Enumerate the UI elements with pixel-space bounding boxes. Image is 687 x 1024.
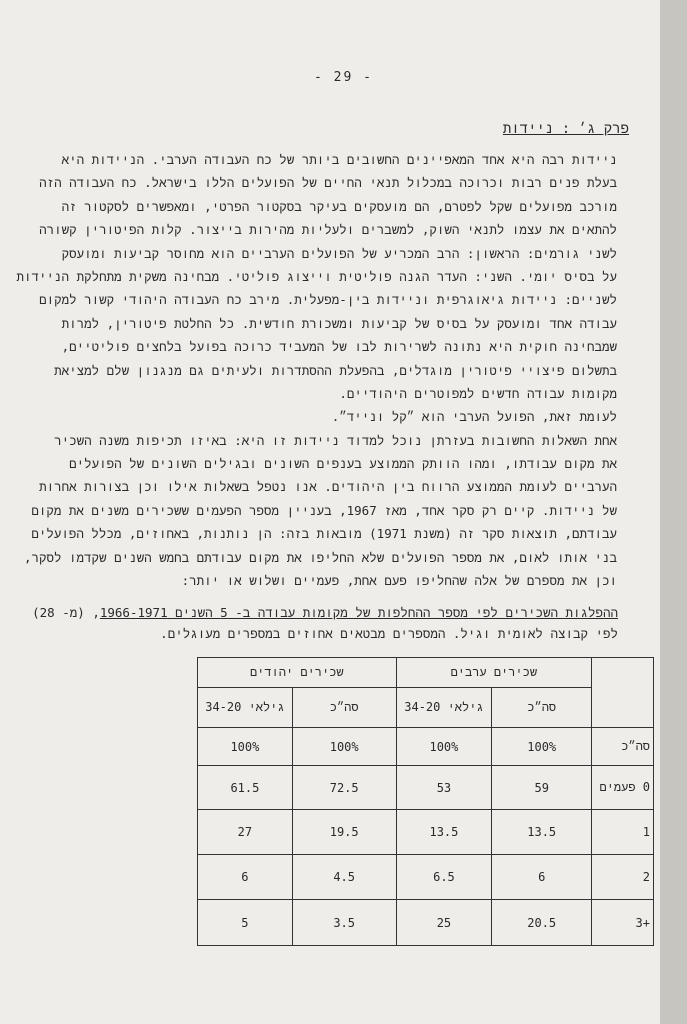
- text-line: של ניידות. קיים רק סקר אחד, מאז 1967, בעניין מספר הפעמים ששכירים משנים את מקום: [31, 502, 617, 518]
- page-number: - 29 -: [314, 70, 373, 85]
- header-jewish-total: סה״כ: [292, 688, 396, 728]
- cell-arab-total: 20.5: [492, 900, 592, 946]
- table-header-row: [198, 658, 654, 688]
- text-line: על בסיס יומי. השני: העדר הגנה פוליטית וייצוג פוליטי. מבחינה משקית מתחלקת הניידות: [16, 268, 617, 284]
- text-line: לשני גורמים: הראשון: הרב המכריע של הפועלים הערביים הוא מחוסר קביעות ומועסק: [61, 245, 617, 261]
- header-jewish-age: גילאי 34-20: [198, 688, 293, 728]
- cell-arab-total: 59: [492, 766, 592, 810]
- chapter-heading: פרק ג׳ : ניידות: [502, 121, 629, 137]
- corner-cell: [592, 658, 654, 728]
- header-arab-workers: שכירים ערבים: [396, 658, 592, 688]
- text-line: לעומת זאת, הפועל הערבי הוא ״קל ונייד״.: [331, 409, 617, 425]
- row-label: 0 פעמים: [592, 766, 654, 810]
- table-row: [198, 855, 654, 900]
- text-line: עבודתם, תוצאות סקר זה (משנת 1971) מובאות בזה: הן נותנות, באחוזים, מכלל הפועלים: [31, 526, 617, 542]
- table-title: ההפלגות השכירים לפי מספר ההחלפות של מקומות עבודה ב- 5 השנים 1966-1971: [99, 605, 618, 620]
- cell-arab-age: 53: [396, 766, 492, 810]
- text-line: בתשלום פיצויי פיטורין מוגדלים, בהפעלת ההסתדרות ולעיתים גם מנגנון שלם למציאת: [54, 362, 617, 378]
- table-caption: [32, 602, 618, 644]
- table-row: [198, 900, 654, 946]
- row-label: 2: [592, 855, 654, 900]
- cell-arab-age: 25: [396, 900, 492, 946]
- text-line: בעלת פנים רבות וכרוכה במכלול תנאי החיים של הפועלים הללו בישראל. כח העבודה הזה: [39, 175, 617, 191]
- text-line: אחת השאלות החשובות בעזרתן נוכל למדוד ניידות זו היא: באיזו תכיפות משנה השכיר: [54, 432, 617, 448]
- mobility-table: [197, 657, 654, 946]
- text-line: את מקום עבודתו, ומהו הוותק הממוצע בענפים השונים ובגילים השונים של הפועלים: [69, 456, 617, 472]
- cell-jewish-age: 61.5: [198, 766, 293, 810]
- table-caption-line2: לפי קבוצה לאומית וגיל. המספרים מבטאים אחוזים במספרים מעוגלים.: [160, 626, 618, 641]
- cell-arab-age: 6.5: [396, 855, 492, 900]
- table-row: [198, 728, 654, 766]
- row-label: סה״כ: [592, 728, 654, 766]
- cell-jewish-age: 100%: [198, 728, 293, 766]
- text-line: בני אותו לאום, את מספר הפועלים שלא החליפו את מקום עבודתם בחמש השנים שקדמו לסקר,: [24, 549, 617, 565]
- table-subheader-row: [198, 688, 654, 728]
- header-jewish-workers: שכירים יהודים: [198, 658, 397, 688]
- row-label: +3: [592, 900, 654, 946]
- cell-jewish-total: 3.5: [292, 900, 396, 946]
- cell-arab-age: 100%: [396, 728, 492, 766]
- cell-arab-total: 13.5: [492, 810, 592, 855]
- table-source-ref: (מ- 28): [32, 605, 85, 620]
- text-line: לשניים: ניידות גיאוגרפית וניידות בין-מפעלית. מירב כח העבודה היהודי קשור למקום: [39, 292, 617, 308]
- table-caption-line1: ההפלגות השכירים לפי מספר ההחלפות של מקומות עבודה ב- 5 השנים 1966-1971, (מ- 28): [32, 605, 618, 620]
- cell-arab-total: 6: [492, 855, 592, 900]
- text-line: הערביים לעומת הממוצע הרווח בין היהודים. אנו נטפל בשאלות אילו וכן בצורות אחרות: [39, 479, 617, 495]
- text-line: ניידות רבה היא אחד המאפיינים החשובים ביותר של כח העבודה הערבי. הניידות היא: [61, 152, 617, 167]
- text-line: מורכב מפועלים שקל לפטרם, הם מועסקים בעיקר בסקטור הפרטי, ומאפשרים לסקטור זה: [61, 198, 617, 214]
- cell-arab-age: 13.5: [396, 810, 492, 855]
- cell-jewish-total: 19.5: [292, 810, 396, 855]
- cell-jewish-total: 100%: [292, 728, 396, 766]
- text-line: מקומות עבודה חדשים למפוטרים היהודיים.: [339, 385, 617, 401]
- text-line: להתאים את עצמו לתנאי השוק, למשברים ולעליות מהירות בייצור. קלות הפיטורין קשורה: [39, 222, 617, 238]
- header-arab-total: סה״כ: [492, 688, 592, 728]
- text-line: שמבחינה חוקית היא נתונה לשרירות לבו של המעביד כרוכה בפועל בלחצים פוליטיים,: [61, 339, 617, 355]
- page-edge-shadow: [660, 0, 687, 1024]
- cell-jewish-total: 72.5: [292, 766, 396, 810]
- table-row: [198, 810, 654, 855]
- text-line: עבודה אחד ומועסק על בסיס של קביעות ומשכורת חודשית. כל החלטת פיטורין, למרות: [61, 315, 617, 331]
- body-text: [16, 148, 617, 592]
- header-arab-age: גילאי 34-20: [396, 688, 492, 728]
- text-line: וכן את מספרם של אלה שהחליפו פעם אחת, פעמיים ושלוש או יותר:: [181, 573, 617, 589]
- cell-jewish-age: 27: [198, 810, 293, 855]
- cell-jewish-age: 6: [198, 855, 293, 900]
- row-label: 1: [592, 810, 654, 855]
- cell-arab-total: 100%: [492, 728, 592, 766]
- cell-jewish-age: 5: [198, 900, 293, 946]
- cell-jewish-total: 4.5: [292, 855, 396, 900]
- table-row: [198, 766, 654, 810]
